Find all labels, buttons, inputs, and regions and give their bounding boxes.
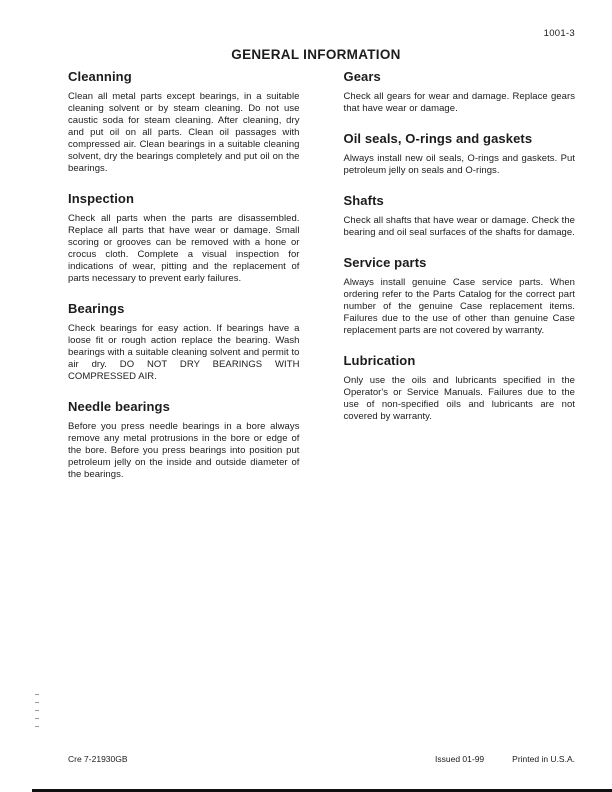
scan-artifact-edge-marks xyxy=(35,694,39,734)
section-inspection xyxy=(68,191,300,285)
page-number: 1001-3 xyxy=(543,28,575,39)
section-bearings xyxy=(68,301,300,383)
section-body: Always install genuine Case service parts. When ordering refer to the Parts Catalog for the correct part number of the genuine Case replacement items. Failures due to the use of other than genuine Case replacement parts are not covered by warranty. xyxy=(343,277,575,336)
section-lubrication xyxy=(344,353,576,423)
footer-print-origin: Printed in U.S.A. xyxy=(512,754,575,764)
section-body: Clean all metal parts except bearings, in a suitable cleaning solvent or by steam cleaning. Do not use caustic soda for steam cleaning. After cleaning, dry and put oil on all parts. Clean oil passages with compressed air. Clean bearings in a suitable cleaning solvent, dry the bearings completely and put oil on the bearings. xyxy=(68,91,300,174)
section-cleaning xyxy=(68,69,300,175)
section-heading: Cleanning xyxy=(68,69,132,84)
section-body: Before you press needle bearings in a bore always remove any metal protrusions in the bore or edge of the bore. Before you press bearings into position put petroleum jelly on the inside and outside diameter of the bearings. xyxy=(68,421,300,480)
section-heading: Shafts xyxy=(343,193,384,208)
footer-issue-date: Issued 01-99 xyxy=(435,754,485,764)
left-column xyxy=(68,63,300,481)
right-column xyxy=(344,63,576,481)
page-content xyxy=(68,63,575,481)
page-footer xyxy=(68,754,575,766)
section-heading: Needle bearings xyxy=(68,399,170,414)
footer-doc-code: Cre 7-21930GB xyxy=(68,754,128,764)
section-heading: Oil seals, O-rings and gaskets xyxy=(343,131,533,146)
section-heading: Lubrication xyxy=(343,353,416,368)
section-heading: Bearings xyxy=(68,301,125,316)
section-body: Only use the oils and lubricants specified in the Operator's or Service Manuals. Failures due to the use of non-specified oils and lubricants are not covered by warranty. xyxy=(343,375,575,422)
section-service-parts xyxy=(344,255,576,337)
section-body: Always install new oil seals, O-rings and gaskets. Put petroleum jelly on seals and O-rings. xyxy=(343,153,575,176)
page-title: GENERAL INFORMATION xyxy=(231,47,401,62)
section-body: Check bearings for easy action. If bearings have a loose fit or rough action replace the bearing. Wash bearings with a suitable cleaning solvent and permit to air dry. DO NOT DRY BEARINGS WITH COMPRESSED AIR. xyxy=(68,323,300,382)
section-oil-seals xyxy=(344,131,576,177)
section-heading: Gears xyxy=(343,69,381,84)
section-heading: Inspection xyxy=(68,191,135,206)
section-needle-bearings xyxy=(68,399,300,481)
section-gears xyxy=(344,69,576,115)
section-body: Check all gears for wear and damage. Replace gears that have wear or damage. xyxy=(343,91,575,114)
section-shafts xyxy=(344,193,576,239)
section-heading: Service parts xyxy=(343,255,427,270)
section-body: Check all parts when the parts are disassembled. Replace all parts that have wear or damage. Small scoring or grooves can be removed with a hone or crocus cloth. Complete a visual inspection for indications of wear, pitting and the replacement of parts necessary to prevent early failures. xyxy=(68,213,300,284)
section-body: Check all shafts that have wear or damage. Check the bearing and oil seal surfaces of the shafts for damage. xyxy=(343,215,575,238)
